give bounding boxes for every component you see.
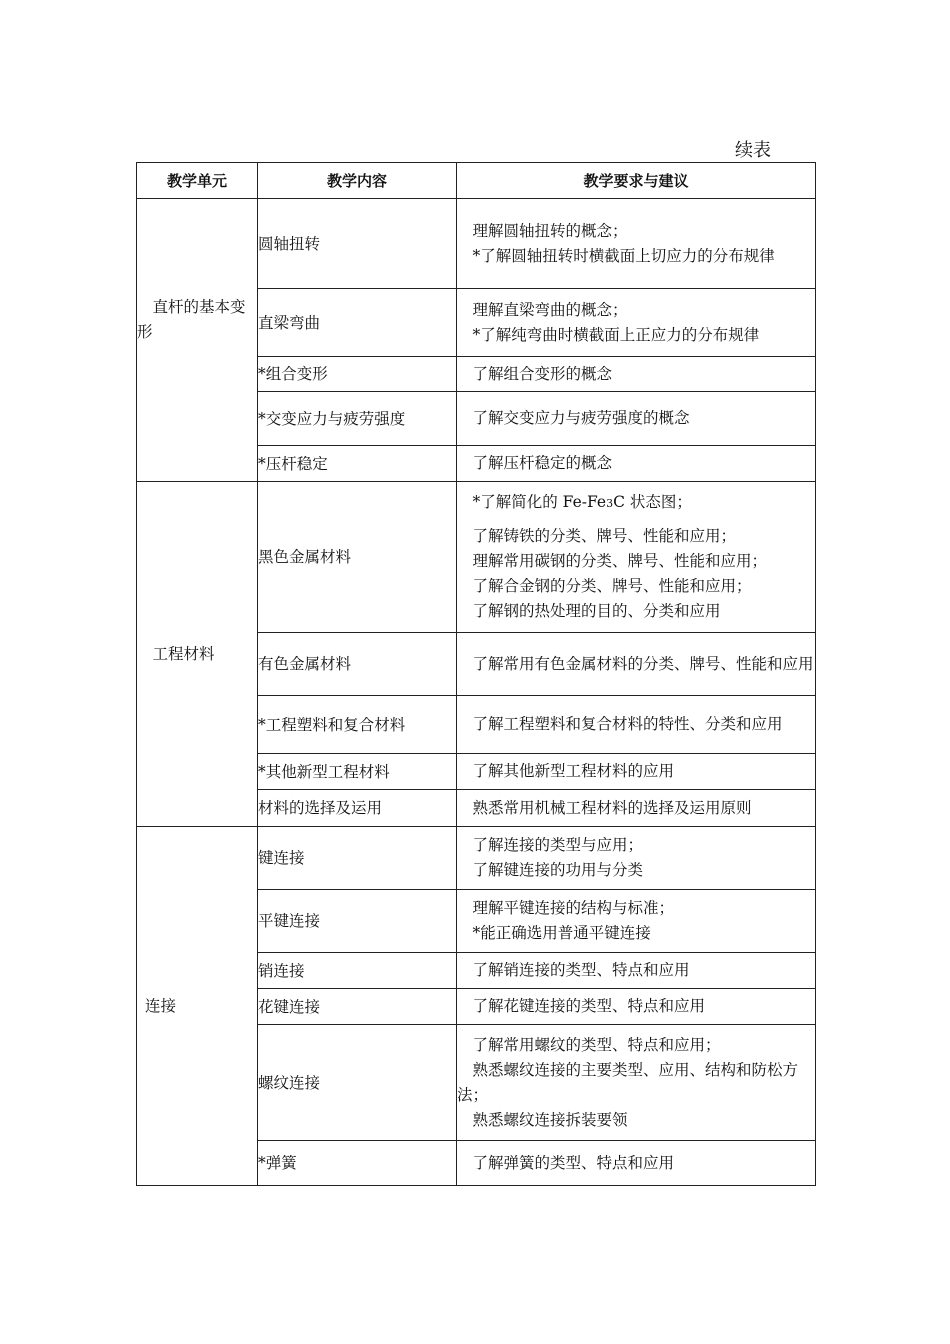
subscript: 3 — [606, 497, 614, 510]
requirement-line: 了解常用螺纹的类型、特点和应用； — [472, 1035, 721, 1054]
continued-label: 续表 — [735, 140, 771, 161]
table-row — [137, 827, 816, 890]
header-row — [137, 163, 816, 199]
requirement-line: 了解常用有色金属材料的分类、牌号、性能和应用 — [472, 654, 814, 673]
requirement-line: 理解圆轴扭转的概念； — [472, 221, 628, 240]
requirement-cell — [457, 890, 816, 953]
requirement-line: 了解交变应力与疲劳强度的概念 — [472, 409, 690, 427]
requirement-cell — [457, 1025, 816, 1141]
unit-cell — [137, 482, 258, 827]
content-cell: 材料的选择及运用 — [258, 790, 457, 827]
requirement-cell — [457, 392, 816, 446]
requirement-cell — [457, 633, 816, 696]
requirement-line: *了解纯弯曲时横截面上正应力的分布规律 — [472, 325, 760, 344]
content-cell: 黑色金属材料 — [258, 482, 457, 633]
requirement-line: 了解合金钢的分类、牌号、性能和应用； — [472, 577, 752, 595]
requirement-cell — [457, 953, 816, 989]
content-cell: 圆轴扭转 — [258, 199, 457, 289]
content-cell: 有色金属材料 — [258, 633, 457, 696]
requirement-line: 熟悉螺纹连接的主要类型、应用、结构和防松方法； — [457, 1060, 799, 1104]
unit-label: 工程材料 — [152, 644, 215, 663]
requirement-line: 理解常用碳钢的分类、牌号、性能和应用； — [472, 552, 768, 570]
requirement-text: *了解简化的 Fe-Fe — [472, 493, 607, 511]
content-cell: *组合变形 — [258, 357, 457, 392]
header-content: 教学内容 — [258, 163, 457, 199]
requirement-line: 了解弹簧的类型、特点和应用 — [472, 1153, 675, 1172]
requirement-cell — [457, 199, 816, 289]
table-row — [137, 199, 816, 289]
table-row — [137, 482, 816, 633]
requirement-cell — [457, 989, 816, 1025]
requirement-text: C 状态图； — [613, 493, 692, 511]
requirement-cell — [457, 827, 816, 890]
content-cell: 销连接 — [258, 953, 457, 989]
requirement-line: 熟悉螺纹连接拆装要领 — [472, 1110, 628, 1129]
requirement-line: 了解花键连接的类型、特点和应用 — [472, 997, 706, 1015]
curriculum-table — [136, 162, 816, 1186]
content-cell: 平键连接 — [258, 890, 457, 953]
requirement-line: 了解钢的热处理的目的、分类和应用 — [472, 602, 721, 620]
unit-cell — [137, 199, 258, 482]
requirement-line: 了解其他新型工程材料的应用 — [472, 762, 675, 780]
requirement-line: 了解键连接的功用与分类 — [472, 861, 644, 879]
requirement-line: *了解圆轴扭转时横截面上切应力的分布规律 — [472, 246, 775, 265]
unit-label: 直杆的基本变形 — [137, 298, 246, 341]
header-unit: 教学单元 — [137, 163, 258, 199]
requirement-line: 了解铸铁的分类、牌号、性能和应用； — [472, 527, 737, 545]
requirement-cell — [457, 790, 816, 827]
requirement-cell — [457, 754, 816, 790]
requirement-line: 理解直梁弯曲的概念； — [472, 300, 628, 319]
requirement-line: 理解平键连接的结构与标准； — [472, 899, 675, 917]
requirement-line: 熟悉常用机械工程材料的选择及运用原则 — [472, 798, 752, 817]
requirement-cell — [457, 1141, 816, 1186]
requirement-cell — [457, 696, 816, 754]
content-cell: *压杆稳定 — [258, 446, 457, 482]
unit-cell — [137, 827, 258, 1186]
requirement-line: 了解压杆稳定的概念 — [472, 454, 613, 472]
requirement-line: 了解工程塑料和复合材料的特性、分类和应用 — [472, 715, 783, 733]
requirement-line — [457, 490, 815, 516]
content-cell: *工程塑料和复合材料 — [258, 696, 457, 754]
content-cell: 花键连接 — [258, 989, 457, 1025]
unit-label: 连接 — [145, 996, 177, 1015]
requirement-cell — [457, 289, 816, 357]
requirement-cell — [457, 446, 816, 482]
requirement-line: 了解销连接的类型、特点和应用 — [472, 961, 690, 979]
header-requirement: 教学要求与建议 — [457, 163, 816, 199]
requirement-cell — [457, 482, 816, 633]
content-cell: 螺纹连接 — [258, 1025, 457, 1141]
content-cell: 直梁弯曲 — [258, 289, 457, 357]
requirement-line: 了解组合变形的概念 — [472, 364, 613, 383]
content-cell: *弹簧 — [258, 1141, 457, 1186]
requirement-cell — [457, 357, 816, 392]
content-cell: *其他新型工程材料 — [258, 754, 457, 790]
content-cell: *交变应力与疲劳强度 — [258, 392, 457, 446]
content-cell: 键连接 — [258, 827, 457, 890]
requirement-line: *能正确选用普通平键连接 — [472, 924, 651, 942]
requirement-line: 了解连接的类型与应用； — [472, 836, 644, 854]
